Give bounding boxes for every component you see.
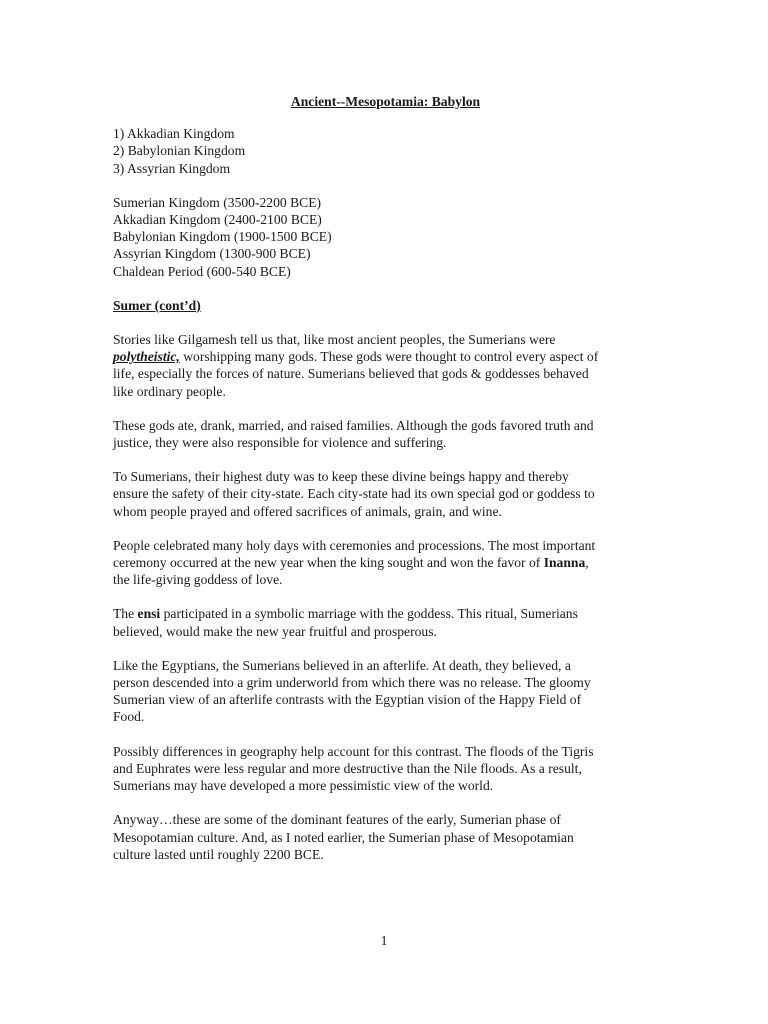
paragraph-text: worshipping many gods. These gods were thought to control every aspect of <box>179 349 599 365</box>
paragraph-afterlife <box>113 657 658 726</box>
paragraph-line: Food. <box>113 709 145 725</box>
paragraph-line: justice, they were also responsible for violence and suffering. <box>113 435 447 451</box>
paragraph-line <box>113 348 658 365</box>
paragraph-line: People celebrated many holy days with ceremonies and processions. The most important <box>113 537 596 553</box>
page-number: 1 <box>380 933 388 948</box>
paragraph-line: Like the Egyptians, the Sumerians believed in an afterlife. At death, they believed, a <box>113 657 571 673</box>
paragraph-line: Mesopotamian culture. And, as I noted earlier, the Sumerian phase of Mesopotamian <box>113 829 574 845</box>
term-inanna: Inanna <box>543 555 586 571</box>
paragraph-text: , <box>585 555 589 571</box>
list-item: 3) Assyrian Kingdom <box>113 160 231 176</box>
paragraph-text: participated in a symbolic marriage with the goddess. This ritual, Sumerians <box>160 606 578 622</box>
kingdoms-list <box>113 125 658 177</box>
term-ensi: ensi <box>137 606 161 622</box>
timeline-item: Babylonian Kingdom (1900-1500 BCE) <box>113 229 332 245</box>
paragraph-line: Anyway…these are some of the dominant features of the early, Sumerian phase of <box>113 812 561 828</box>
list-item: 1) Akkadian Kingdom <box>113 126 235 142</box>
paragraph-line: Sumerian view of an afterlife contrasts with the Egyptian vision of the Happy Field of <box>113 692 582 708</box>
term-polytheistic: polytheistic, <box>113 349 180 365</box>
list-item: 2) Babylonian Kingdom <box>113 143 246 159</box>
paragraph-line: and Euphrates were less regular and more destructive than the Nile floods. As a result, <box>113 760 582 776</box>
document-body <box>113 93 658 880</box>
paragraph-gods <box>113 417 658 451</box>
timeline-item: Assyrian Kingdom (1300-900 BCE) <box>113 246 311 262</box>
timeline-item: Akkadian Kingdom (2400-2100 BCE) <box>113 212 322 228</box>
paragraph-line: Sumerians may have developed a more pessimistic view of the world. <box>113 778 494 794</box>
timeline-list <box>113 194 658 280</box>
paragraph-line: believed, would make the new year fruitful and prosperous. <box>113 623 437 639</box>
paragraph-line: Stories like Gilgamesh tell us that, like most ancient peoples, the Sumerians were <box>113 332 556 348</box>
timeline-item: Sumerian Kingdom (3500-2200 BCE) <box>113 194 322 210</box>
paragraph-duty <box>113 468 658 520</box>
paragraph-line: person descended into a grim underworld from which there was no release. The gloomy <box>113 675 591 691</box>
paragraph-geography <box>113 743 658 795</box>
paragraph-text: ceremony occurred at the new year when the king sought and won the favor of <box>113 555 544 571</box>
paragraph-line: life, especially the forces of nature. Sumerians believed that gods & goddesses behaved <box>113 366 589 382</box>
paragraph-line: whom people prayed and offered sacrifices of animals, grain, and wine. <box>113 503 502 519</box>
paragraph-line: culture lasted until roughly 2200 BCE. <box>113 846 324 862</box>
paragraph-line: ensure the safety of their city-state. Each city-state had its own special god or goddess to <box>113 486 595 502</box>
paragraph-line: the life-giving goddess of love. <box>113 572 283 588</box>
paragraph-line: Possibly differences in geography help account for this contrast. The floods of the Tigris <box>113 743 594 759</box>
paragraph-line: These gods ate, drank, married, and raised families. Although the gods favored truth and <box>113 417 594 433</box>
paragraph-conclusion <box>113 811 658 863</box>
paragraph-holy-days <box>113 537 658 589</box>
section-heading: Sumer (cont’d) <box>113 297 201 313</box>
paragraph-line: To Sumerians, their highest duty was to keep these divine beings happy and thereby <box>113 469 569 485</box>
paragraph-ensi <box>113 605 658 639</box>
paragraph-line <box>113 554 658 571</box>
paragraph-text: The <box>113 606 138 622</box>
document-title: Ancient--Mesopotamia: Babylon <box>290 94 481 109</box>
paragraph-line: like ordinary people. <box>113 383 226 399</box>
timeline-item: Chaldean Period (600-540 BCE) <box>113 263 291 279</box>
paragraph-polytheism <box>113 331 658 400</box>
paragraph-line <box>113 605 658 622</box>
